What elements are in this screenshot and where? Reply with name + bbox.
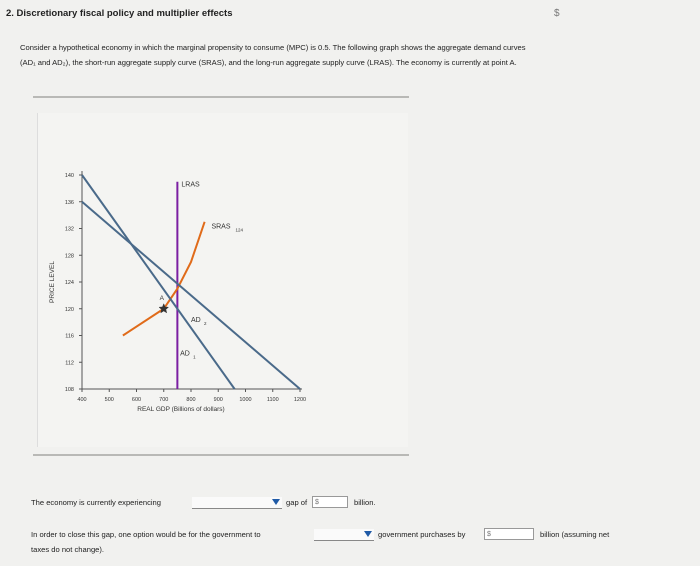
q2-prefix: In order to close this gap, one option would be for the government to xyxy=(31,530,261,539)
dollar-mark: $ xyxy=(554,8,560,19)
q1-prefix: The economy is currently experiencing xyxy=(31,498,161,507)
page-title: 2. Discretionary fiscal policy and multiplier effects xyxy=(6,8,233,19)
intro-line-1: Consider a hypothetical economy in which the marginal propensity to consume (MPC) is 0.5. The following graph shows the aggregate demand curves xyxy=(20,43,526,52)
y-tick-label: 120 xyxy=(64,306,74,313)
y-tick-label: 108 xyxy=(64,387,74,393)
x-tick-label: 400 xyxy=(77,397,87,403)
gap-type-select[interactable] xyxy=(192,497,282,509)
ad1-label: AD xyxy=(180,350,190,358)
ad2-label-sub: 2 xyxy=(204,321,207,327)
q2-line2: taxes do not change). xyxy=(31,545,105,554)
x-tick-label: 800 xyxy=(186,397,196,403)
top-divider xyxy=(33,96,409,98)
y-tick-label: 116 xyxy=(65,333,74,340)
lras-label: LRAS xyxy=(181,181,200,189)
y-tick-label: 112 xyxy=(65,360,74,367)
chevron-down-icon xyxy=(364,531,372,537)
x-tick-label: 600 xyxy=(131,397,142,403)
bottom-divider xyxy=(33,454,409,456)
x-tick-label: 700 xyxy=(159,397,169,403)
y-tick-label: 140 xyxy=(64,173,74,179)
ad2-line xyxy=(82,202,300,389)
x-tick-label: 1200 xyxy=(293,397,307,403)
y-tick-label: 132 xyxy=(64,226,74,233)
chevron-down-icon xyxy=(272,499,280,505)
policy-action-select[interactable] xyxy=(314,529,374,541)
ad1-line xyxy=(82,175,235,389)
ad1-label-sub: 1 xyxy=(193,354,196,360)
x-tick-label: 1000 xyxy=(239,397,252,403)
intro-text xyxy=(20,40,680,70)
purchases-amount-input[interactable]: $ xyxy=(484,528,534,540)
x-tick-label: 900 xyxy=(213,397,223,403)
q2-middle: government purchases by xyxy=(378,530,466,539)
y-axis-label: PRICE LEVEL xyxy=(49,261,56,303)
ad2-label: AD xyxy=(191,317,201,325)
q2-suffix: billion (assuming net xyxy=(540,530,610,539)
sras-label: SRAS xyxy=(211,223,231,231)
x-tick-label: 500 xyxy=(104,397,114,403)
intro-line-2: (AD₁ and AD₂), the short-run aggregate supply curve (SRAS), and the long-run aggregate supply curve (LRAS). The economy is currently at point A. xyxy=(20,58,517,67)
sras-label-sub: 124 xyxy=(235,227,243,233)
y-tick-label: 128 xyxy=(64,253,74,260)
q1-suffix: billion. xyxy=(354,498,376,507)
y-tick-label: 124 xyxy=(64,280,74,286)
x-axis-label: REAL GDP (Billions of dollars) xyxy=(137,406,225,413)
gap-label: gap of xyxy=(286,498,308,507)
chart-panel xyxy=(37,113,408,447)
ad-as-chart xyxy=(38,113,408,447)
point-a-label: A xyxy=(159,294,164,302)
y-tick-label: 136 xyxy=(64,199,74,206)
x-tick-label: 1100 xyxy=(266,397,279,403)
gap-amount-input[interactable]: $ xyxy=(312,496,348,508)
